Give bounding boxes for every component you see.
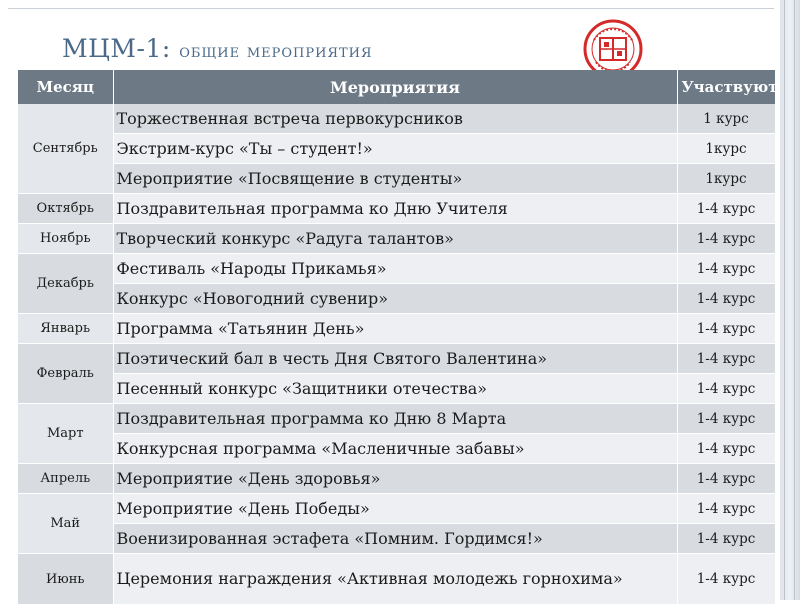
header-events: Мероприятия [113, 70, 677, 104]
participants-cell: 1-4 курс [677, 494, 775, 524]
participants-cell: 1-4 курс [677, 194, 775, 224]
event-cell: Творческий конкурс «Радуга талантов» [113, 224, 677, 254]
event-cell: Церемония награждения «Активная молодежь горнохима» [113, 554, 677, 605]
participants-cell: 1-4 курс [677, 554, 775, 605]
event-cell: Экстрим-курс «Ты – студент!» [113, 134, 677, 164]
participants-cell: 1-4 курс [677, 314, 775, 344]
event-cell: Мероприятие «День Победы» [113, 494, 677, 524]
participants-cell: 1-4 курс [677, 434, 775, 464]
month-cell: Март [18, 404, 113, 464]
table-row [18, 224, 775, 254]
slide-title [62, 34, 372, 63]
table-row [18, 104, 775, 134]
table-row [18, 404, 775, 434]
table-row [18, 164, 775, 194]
event-cell: Военизированная эстафета «Помним. Гордимся!» [113, 524, 677, 554]
slide-frame-line [8, 8, 774, 9]
event-cell: Поздравительная программа ко Дню 8 Марта [113, 404, 677, 434]
rail-line [784, 0, 785, 600]
month-cell: Февраль [18, 344, 113, 404]
event-cell: Поэтический бал в честь Дня Святого Валентина» [113, 344, 677, 374]
events-table [18, 70, 776, 605]
participants-cell: 1-4 курс [677, 254, 775, 284]
header-participants: Участвуют [677, 70, 775, 104]
table-header-row [18, 70, 775, 104]
participants-cell: 1-4 курс [677, 524, 775, 554]
table-row [18, 374, 775, 404]
month-cell: Апрель [18, 464, 113, 494]
event-cell: Мероприятие «Посвящение в студенты» [113, 164, 677, 194]
table-row [18, 434, 775, 464]
event-cell: Песенный конкурс «Защитники отечества» [113, 374, 677, 404]
event-cell: Мероприятие «День здоровья» [113, 464, 677, 494]
month-cell: Октябрь [18, 194, 113, 224]
table-row [18, 494, 775, 524]
table-row [18, 284, 775, 314]
table-row [18, 194, 775, 224]
header-month: Месяц [18, 70, 113, 104]
table-row [18, 254, 775, 284]
table-row [18, 524, 775, 554]
month-cell: Май [18, 494, 113, 554]
participants-cell: 1-4 курс [677, 224, 775, 254]
month-cell: Ноябрь [18, 224, 113, 254]
event-cell: Конкурсная программа «Масленичные забавы» [113, 434, 677, 464]
participants-cell: 1-4 курс [677, 404, 775, 434]
title-sub: общие мероприятия [179, 41, 373, 62]
title-main: МЦМ-1: [62, 34, 171, 63]
participants-cell: 1-4 курс [677, 464, 775, 494]
table-row [18, 134, 775, 164]
month-cell: Декабрь [18, 254, 113, 314]
event-cell: Конкурс «Новогодний сувенир» [113, 284, 677, 314]
event-cell: Поздравительная программа ко Дню Учителя [113, 194, 677, 224]
participants-cell: 1курс [677, 164, 775, 194]
event-cell: Торжественная встреча первокурсников [113, 104, 677, 134]
participants-cell: 1-4 курс [677, 374, 775, 404]
event-cell: Программа «Татьянин День» [113, 314, 677, 344]
participants-cell: 1-4 курс [677, 284, 775, 314]
participants-cell: 1-4 курс [677, 344, 775, 374]
table-row [18, 344, 775, 374]
event-cell: Фестиваль «Народы Прикамья» [113, 254, 677, 284]
table-row [18, 464, 775, 494]
table-row [18, 554, 775, 605]
rail-line [794, 0, 795, 600]
month-cell: Январь [18, 314, 113, 344]
participants-cell: 1 курс [677, 104, 775, 134]
participants-cell: 1курс [677, 134, 775, 164]
month-cell: Сентябрь [18, 104, 113, 194]
table-row [18, 314, 775, 344]
month-cell: Июнь [18, 554, 113, 605]
slide-side-decoration [780, 0, 800, 600]
